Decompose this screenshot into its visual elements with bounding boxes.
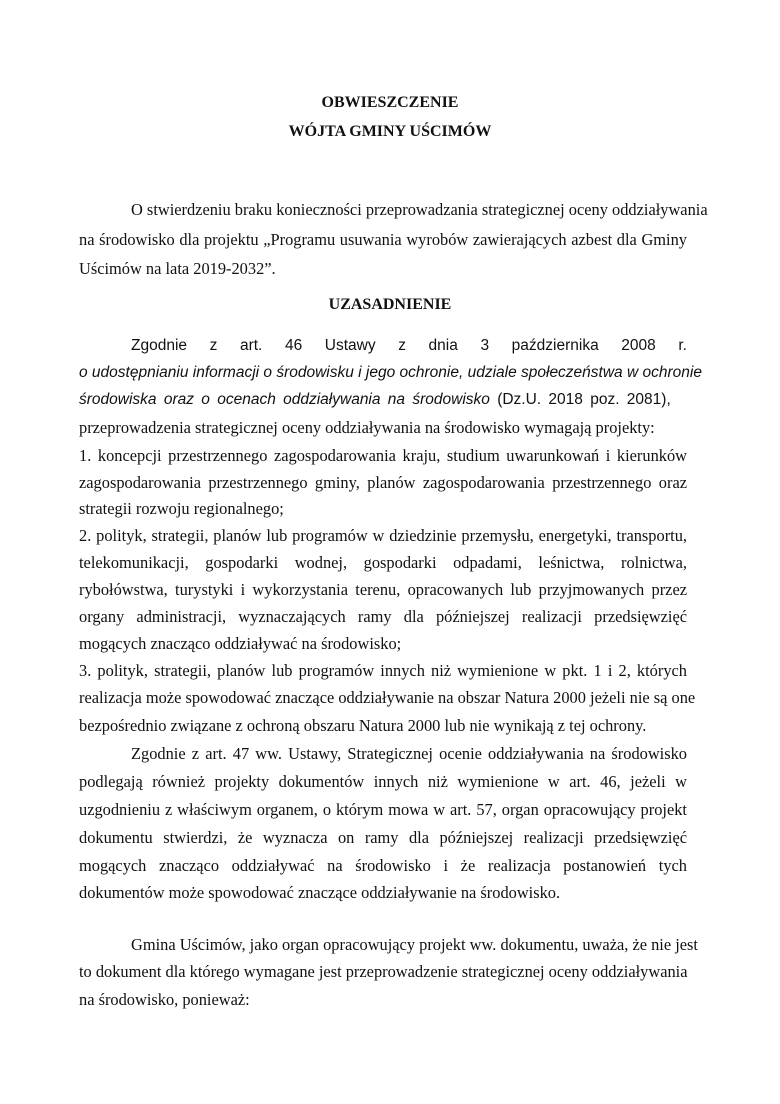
list-item-line: rybołówstwa, turystyki i wykorzystania terenu, opracowanych lub przyjmowanych przez (79, 580, 687, 599)
paragraph-line: na środowisko, ponieważ: (79, 990, 250, 1009)
list-item-line: organy administracji, wyznaczających ramy dla późniejszej realizacji przedsięwzięć (79, 607, 687, 626)
paragraph-line: to dokument dla którego wymagane jest przeprowadzenie strategicznej oceny oddziaływania (79, 962, 688, 981)
intro-line: na środowisko dla projektu „Programu usuwania wyrobów zawierających azbest dla Gminy (79, 230, 687, 249)
list-item-line: 2. polityk, strategii, planów lub programów w dziedzinie przemysłu, energetyki, transportu, (79, 526, 687, 545)
act-title-italic: środowiska oraz o ocenach oddziaływania na środowisko (79, 391, 490, 408)
list-item-line: realizacja może spowodować znaczące oddziaływanie na obszar Natura 2000 jeżeli nie są one (79, 688, 696, 707)
paragraph-line: dokumentu stwierdzi, że wyznacza on ramy dla późniejszej realizacji przedsięwzięć (79, 828, 687, 847)
document-subtitle: WÓJTA GMINY UŚCIMÓW (288, 123, 492, 140)
paragraph-line: Gmina Uścimów, jako organ opracowujący projekt ww. dokumentu, uważa, że nie jest (131, 935, 698, 954)
paragraph-line: uzgodnieniu z właściwym organem, o którym mowa w art. 57, organ opracowujący projekt (79, 800, 687, 819)
paragraph-line: mogących znacząco oddziaływać na środowisko i że realizacja postanowień tych (79, 856, 687, 875)
paragraph-line: o udostępnianiu informacji o środowisku i jego ochronie, udziale społeczeństwa w ochronie (79, 364, 702, 381)
intro-line: Uścimów na lata 2019-2032”. (79, 259, 276, 278)
paragraph-line: przeprowadzenia strategicznej oceny oddziaływania na środowisko wymagają projekty: (79, 418, 655, 437)
list-item-line: bezpośrednio związane z ochroną obszaru Natura 2000 lub nie wynikają z tej ochrony. (79, 716, 647, 735)
list-item-line: mogących znacząco oddziaływać na środowisko; (79, 634, 402, 653)
section-heading: UZASADNIENIE (328, 296, 452, 313)
paragraph-line (79, 391, 687, 410)
act-citation: (Dz.U. 2018 poz. 2081), (489, 391, 671, 408)
list-item-line: zagospodarowania przestrzennego gminy, planów zagospodarowania przestrzennego oraz (79, 473, 687, 492)
list-item-line: strategii rozwoju regionalnego; (79, 499, 284, 518)
paragraph-line: Zgodnie z art. 46 Ustawy z dnia 3 października 2008 r. (131, 337, 687, 354)
paragraph-line: Zgodnie z art. 47 ww. Ustawy, Strategicznej ocenie oddziaływania na środowisko (131, 744, 687, 763)
list-item-line: telekomunikacji, gospodarki wodnej, gospodarki odpadami, leśnictwa, rolnictwa, (79, 553, 687, 572)
document-title: OBWIESZCZENIE (321, 94, 459, 111)
intro-line: O stwierdzeniu braku konieczności przeprowadzania strategicznej oceny oddziaływania (131, 200, 708, 219)
list-item-line: 1. koncepcji przestrzennego zagospodarowania kraju, studium uwarunkowań i kierunków (79, 446, 687, 465)
paragraph-line: dokumentów może spowodować znaczące oddziaływanie na środowisko. (79, 883, 561, 902)
paragraph-line: podlegają również projekty dokumentów innych niż wymienione w art. 46, jeżeli w (79, 772, 687, 791)
list-item-line: 3. polityk, strategii, planów lub programów innych niż wymienione w pkt. 1 i 2, których (79, 661, 687, 680)
